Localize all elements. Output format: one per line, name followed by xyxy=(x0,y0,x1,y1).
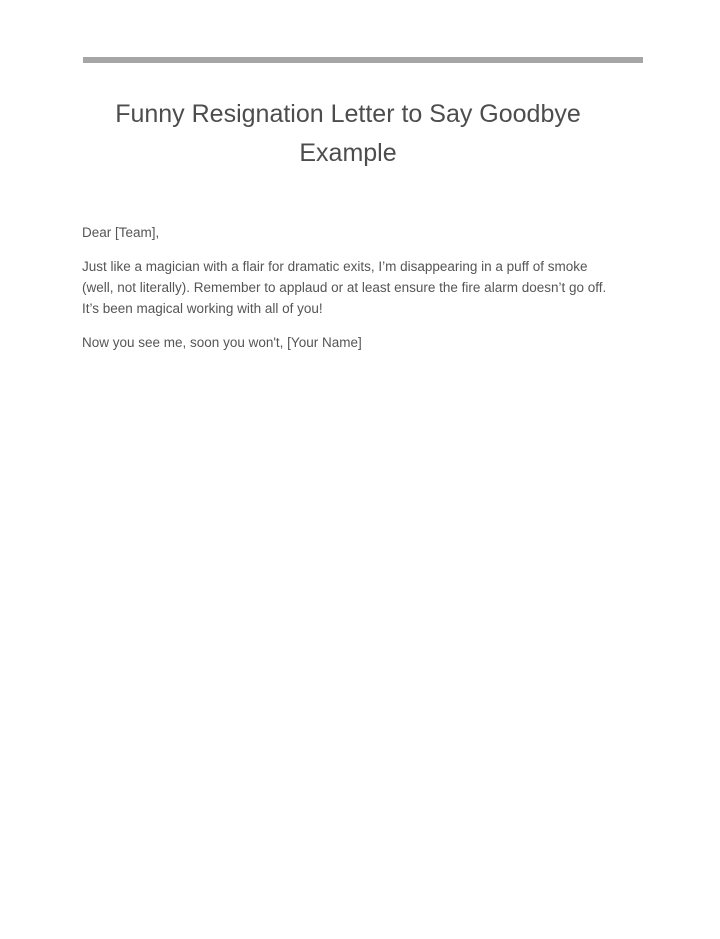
top-divider xyxy=(83,57,643,63)
page-title: Funny Resignation Letter to Say Goodbye Example xyxy=(115,100,581,167)
letter-paragraph: Just like a magician with a flair for dramatic exits, I’m disappearing in a puff of smoke (well, not literally). Remember to applaud or at least ensure the fire alarm doesn’t go off. It’s been magical working with all of you! xyxy=(82,259,607,316)
closing-line: Now you see me, soon you won't, [Your Name] xyxy=(82,335,362,350)
salutation: Dear [Team], xyxy=(82,225,160,240)
letter-body xyxy=(82,222,612,366)
